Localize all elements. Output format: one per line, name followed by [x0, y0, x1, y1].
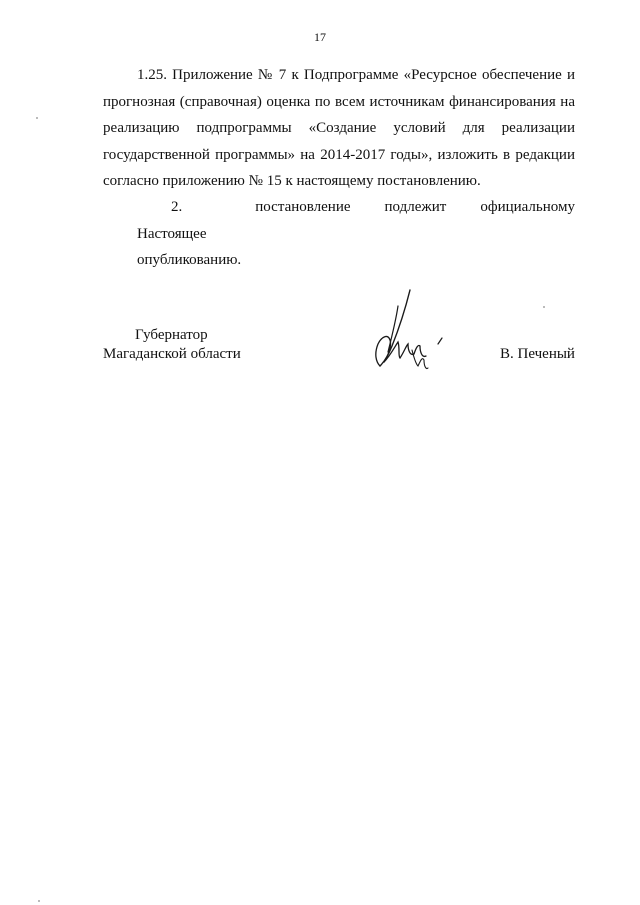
word-2: постановление — [255, 199, 351, 215]
word-4: официальному — [480, 199, 575, 215]
paragraph-amendment: 1.25. Приложение № 7 к Подпрограмме «Ресурсное обеспечение и прогнозная (справочная) оценка по всем источникам финансирования на реализацию подпрограммы «Создание условий для реализации государственной программы» на 2014-2017 годы», изложить в редакции согласно приложению № 15 к настоящему постановлению. — [103, 67, 575, 189]
scan-speck — [36, 117, 38, 119]
scan-speck — [543, 306, 545, 308]
scan-speck — [38, 900, 40, 902]
paragraph-publication-line2: опубликованию. — [137, 252, 242, 268]
paragraph-publication — [103, 194, 575, 274]
signatory-name: В. Печеный — [500, 346, 575, 362]
page-number: 17 — [314, 30, 326, 44]
paragraph-publication-line1 — [137, 194, 575, 247]
word-1: 2. Настоящее — [137, 199, 207, 242]
signatory-title-line1: Губернатор — [135, 327, 208, 343]
word-3: подлежит — [384, 199, 447, 215]
signatory-title-line2: Магаданской области — [103, 346, 241, 362]
handwritten-signature — [362, 286, 462, 376]
signatory-title — [103, 326, 241, 364]
